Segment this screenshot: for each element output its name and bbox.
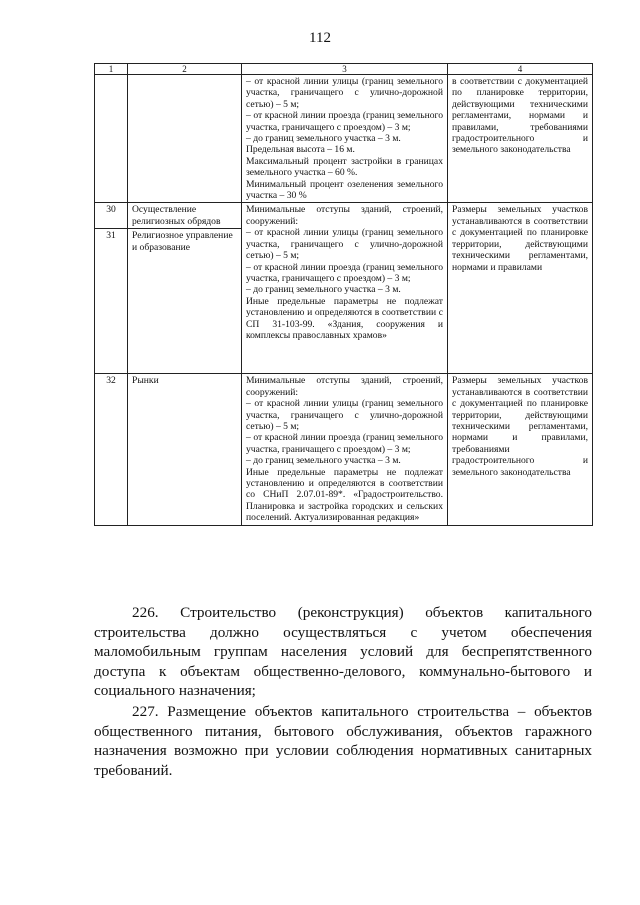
- header-col-4: 4: [448, 64, 593, 75]
- plot-size-cell: Размеры земельных участков устанавливаются в соответствии с документацией по планировке территории, действующими техническими регламентами, нормами и правилами, требованиями градостроительного и земельного законодательства: [448, 374, 593, 525]
- paragraph-226: 226. Строительство (реконструкция) объектов капитального строительства должно осуществляться с учетом обеспечения маломобильным группам населения условий для беспрепятственного доступа к объектам общественно-делового, коммунально-бытового и социального назначения;: [94, 604, 592, 700]
- parameters-cell: [242, 374, 448, 525]
- use-name-cell: Религиозное управление и образование: [128, 229, 242, 374]
- parameter-line: – до границ земельного участка – 3 м.: [246, 284, 401, 296]
- body-text: [94, 603, 592, 781]
- row-number-cell: 32: [95, 374, 128, 525]
- row-number-cell: [95, 75, 128, 203]
- parameter-line: – от красной линии улицы (границ земельного участка, граничащего с улично-дорожной сетью) – 5 м;: [246, 227, 443, 262]
- parameter-line: – от красной линии улицы (границ земельного участка, граничащего с улично-дорожной сетью) – 5 м;: [246, 76, 443, 110]
- parameter-line: Минимальные отступы зданий, строений, сооружений:: [246, 204, 443, 227]
- parameter-line: – до границ земельного участка – 3 м.: [246, 455, 401, 467]
- header-col-3: 3: [242, 64, 448, 75]
- row-number-cell: 31: [95, 229, 128, 374]
- plot-size-cell: Размеры земельных участков устанавливаются в соответствии с документацией по планировке территории, действующими техническими регламентами, нормами и правилами: [448, 203, 593, 374]
- parameter-line: Предельная высота – 16 м.: [246, 144, 355, 156]
- header-col-2: 2: [128, 64, 242, 75]
- paragraph-227: 227. Размещение объектов капитального строительства – объектов общественного питания, бытового обслуживания, объектов гаражного назначения возможно при условии соблюдения нормативных санитарных требований.: [94, 702, 592, 779]
- parameter-line: Максимальный процент застройки в границах земельного участка – 60 %.: [246, 155, 443, 179]
- parameter-line: – от красной линии проезда (границ земельного участка, граничащего с проездом) – 3 м;: [246, 432, 443, 455]
- table-row-continuation: [95, 75, 593, 203]
- zoning-table: [94, 63, 593, 526]
- use-name-cell: Рынки: [128, 374, 242, 525]
- table-row-30: [95, 203, 593, 229]
- parameter-line: – от красной линии улицы (границ земельного участка, граничащего с улично-дорожной сетью) – 5 м;: [246, 398, 443, 432]
- parameter-line: – до границ земельного участка – 3 м.: [246, 133, 401, 145]
- parameter-line: Иные предельные параметры не подлежат установлению и определяются в соответствии с СП 31-103-99. «Здания, сооружения и комплексы православных храмов»: [246, 295, 443, 341]
- row-number-cell: 30: [95, 203, 128, 229]
- header-col-1: 1: [95, 64, 128, 75]
- parameter-line: Минимальный процент озеленения земельного участка – 30 %: [246, 178, 443, 202]
- parameter-line: – от красной линии проезда (границ земельного участка, граничащего с проездом) – 3 м;: [246, 110, 443, 133]
- parameter-line: Иные предельные параметры не подлежат установлению и определяются в соответствии со СНиП 2.07.01-89*. «Градостроительство. Планировка и застройка городских и сельских поселений. Актуализированная редакция»: [246, 466, 443, 524]
- parameter-line: Минимальные отступы зданий, строений, сооружений:: [246, 375, 443, 398]
- page-number: 112: [309, 30, 331, 46]
- parameter-line: – от красной линии проезда (границ земельного участка, граничащего с проездом) – 3 м;: [246, 261, 443, 284]
- table-row-32: [95, 374, 593, 525]
- use-name-cell: Осуществление религиозных обрядов: [128, 203, 242, 229]
- use-name-cell: [128, 75, 242, 203]
- table-header-row: [95, 64, 593, 75]
- parameters-cell: [242, 75, 448, 203]
- parameters-cell: [242, 203, 448, 374]
- plot-size-cell: в соответствии с документацией по планировке территории, действующими техническими регламентами, нормами и правилами, требованиями градостроительного и земельного законодательства: [448, 75, 593, 203]
